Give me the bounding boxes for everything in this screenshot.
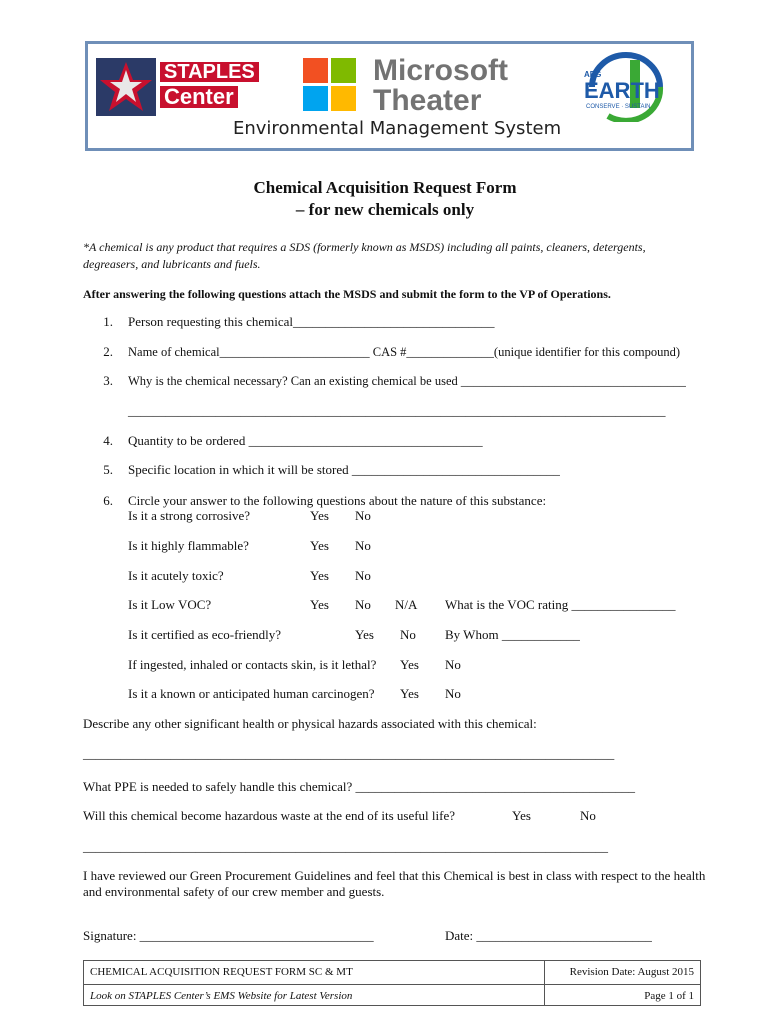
waste-no[interactable]: No [580, 808, 596, 823]
voc-no[interactable]: No [355, 597, 371, 612]
theater-word: Theater [373, 84, 482, 117]
microsoft-word: Microsoft [373, 54, 508, 87]
eco-no[interactable]: No [400, 627, 416, 642]
question-toxic: Is it acutely toxic? [128, 568, 224, 583]
staples-center-logo [96, 54, 256, 118]
item-number: 1. [103, 314, 113, 329]
review-statement-line2: and environmental safety of our crew member and guests. [83, 884, 385, 899]
review-statement-line1: I have reviewed our Green Procurement Guidelines and feel that this Chemical is best in class with respect to the health [83, 868, 706, 883]
person-requesting-field[interactable]: Person requesting this chemical_______________________________ [128, 314, 495, 329]
chemical-name-cas-field[interactable]: Name of chemical________________________ CAS #______________(unique identifier for this compound) [128, 345, 681, 359]
voc-yes[interactable]: Yes [310, 597, 329, 612]
lethal-yes[interactable]: Yes [400, 657, 419, 672]
definition-note-line2: degreasers, and lubricants and fuels. [83, 257, 261, 271]
question-flammable: Is it highly flammable? [128, 538, 249, 553]
question-eco-friendly: Is it certified as eco-friendly? [128, 627, 282, 642]
flammable-yes[interactable]: Yes [310, 538, 329, 553]
star-icon [96, 58, 156, 116]
question-voc: Is it Low VOC? [128, 597, 212, 612]
quantity-field[interactable]: Quantity to be ordered ____________________________________ [128, 433, 483, 448]
item-number: 5. [103, 462, 113, 477]
ms-blue-square-icon [303, 86, 328, 111]
item-number: 2. [103, 344, 113, 359]
carcinogen-no[interactable]: No [445, 686, 461, 701]
form-title: Chemical Acquisition Request Form [253, 178, 517, 197]
reason-field-line2[interactable]: ______________________________________________________________________________________ [128, 404, 666, 418]
question-carcinogen: Is it a known or anticipated human carcinogen? [128, 686, 375, 701]
header-banner [85, 41, 694, 151]
definition-note-line1: *A chemical is any product that requires a SDS (formerly known as MSDS) including all paints, cleaners, detergents, [83, 240, 646, 254]
aeg-text: AEG [584, 70, 602, 79]
item-number: 3. [103, 373, 113, 388]
ems-title: Environmental Management System [233, 118, 562, 139]
ms-green-square-icon [331, 58, 356, 83]
flammable-no[interactable]: No [355, 538, 371, 553]
footer-form-name: CHEMICAL ACQUISITION REQUEST FORM SC & MT [90, 966, 353, 978]
earth-word: EARTH [584, 78, 660, 103]
item-number: 6. [103, 493, 113, 508]
waste-yes[interactable]: Yes [512, 808, 531, 823]
describe-hazards-label: Describe any other significant health or physical hazards associated with this chemical: [83, 716, 537, 731]
staples-word: STAPLES [160, 62, 259, 82]
form-subtitle: – for new chemicals only [295, 200, 475, 219]
date-field[interactable]: Date: ___________________________ [445, 928, 652, 943]
footer-latest-version-note: Look on STAPLES Center’s EMS Website for Latest Version [90, 990, 353, 1002]
question-corrosive: Is it a strong corrosive? [128, 508, 251, 523]
toxic-yes[interactable]: Yes [310, 568, 329, 583]
instruction: After answering the following questions attach the MSDS and submit the form to the VP of Operations. [83, 287, 611, 301]
signature-field[interactable]: Signature: ____________________________________ [83, 928, 374, 943]
footer-page-number: Page 1 of 1 [644, 990, 694, 1002]
reason-field[interactable]: Why is the chemical necessary? Can an existing chemical be used ____________________________________ [128, 374, 686, 388]
aeg-earth-logo [578, 52, 674, 122]
corrosive-yes[interactable]: Yes [310, 508, 329, 523]
corrosive-no[interactable]: No [355, 508, 371, 523]
lethal-no[interactable]: No [445, 657, 461, 672]
voc-rating-field[interactable]: What is the VOC rating ________________ [445, 597, 676, 612]
item-number: 4. [103, 433, 113, 448]
earth-tagline: CONSERVE · SUSTAIN [586, 104, 651, 110]
question-lethal: If ingested, inhaled or contacts skin, is it lethal? [128, 657, 377, 672]
location-field[interactable]: Specific location in which it will be stored ________________________________ [128, 462, 560, 477]
footer-table [83, 960, 701, 1006]
describe-hazards-field[interactable]: _____________________________________________________________________________________ [83, 747, 615, 761]
hazardous-waste-field[interactable]: ____________________________________________________________________________________ [83, 840, 608, 854]
center-word: Center [160, 86, 238, 108]
footer-revision-date: Revision Date: August 2015 [569, 966, 694, 978]
ms-red-square-icon [303, 58, 328, 83]
certified-by-field[interactable]: By Whom ____________ [445, 627, 580, 642]
ppe-field[interactable]: What PPE is needed to safely handle this chemical? ___________________________________________ [83, 779, 636, 794]
voc-na[interactable]: N/A [395, 597, 418, 612]
microsoft-theater-logo [303, 56, 533, 116]
carcinogen-yes[interactable]: Yes [400, 686, 419, 701]
ms-yellow-square-icon [331, 86, 356, 111]
eco-yes[interactable]: Yes [355, 627, 374, 642]
hazardous-waste-question: Will this chemical become hazardous waste at the end of its useful life? [83, 808, 456, 823]
circle-answer-intro: Circle your answer to the following questions about the nature of this substance: [128, 493, 547, 508]
toxic-no[interactable]: No [355, 568, 371, 583]
